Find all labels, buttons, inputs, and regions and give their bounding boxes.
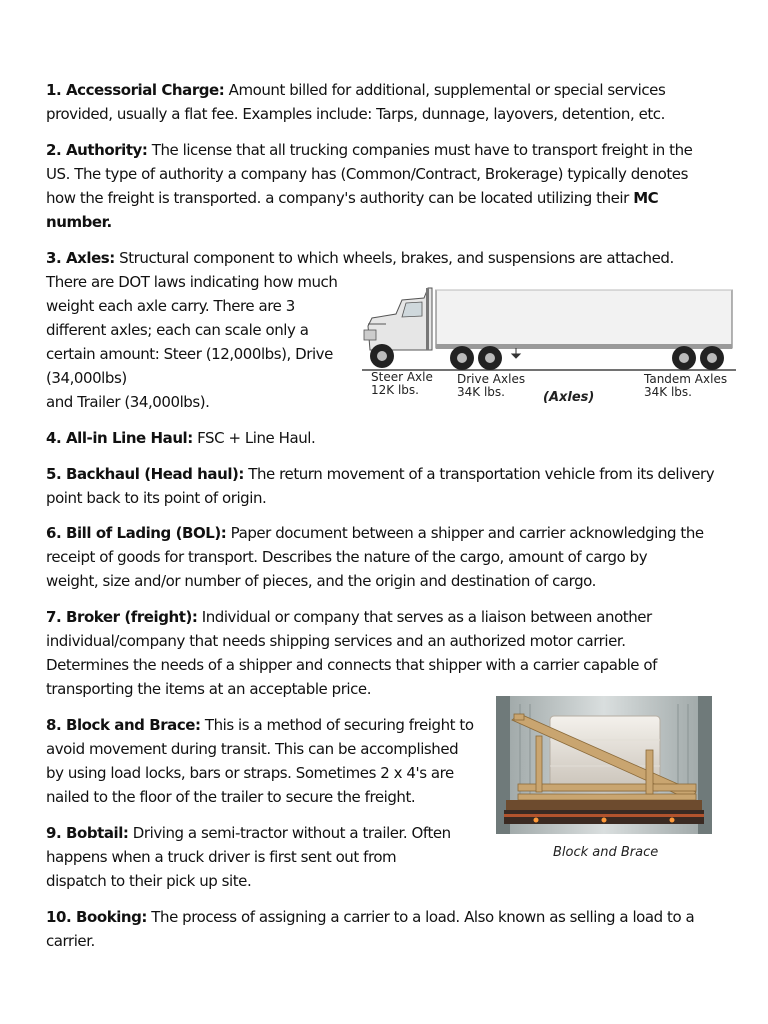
entry-term: 1. Accessorial Charge: [46,81,225,99]
block-and-brace-caption: Block and Brace [553,845,659,860]
entry-text: avoid movement during transit. This can be accomplished [46,740,459,758]
entry-term: 7. Broker (freight): [46,608,198,626]
entry-text: provided, usually a flat fee. Examples include: Tarps, dunnage, layovers, detention, etc. [46,105,665,123]
entry-text: carrier. [46,932,95,950]
glossary-entry-7 [46,605,657,701]
entry-text: dispatch to their pick up site. [46,872,252,890]
entry-text: weight, size and/or number of pieces, and the origin and destination of cargo. [46,572,596,590]
tandem-axles-label: Tandem Axles 34K lbs. [644,372,728,399]
entry-text: receipt of goods for transport. Describes the nature of the cargo, amount of cargo by [46,548,648,566]
entry-text: different axles; each can scale only a [46,321,309,339]
entry-bold-text: number. [46,213,112,231]
entry-text: point back to its point of origin. [46,489,267,507]
glossary-entry-6 [46,521,704,593]
glossary-entry-9 [46,821,451,893]
entry-term: 10. Booking: [46,908,147,926]
trailer-box [436,290,732,348]
entry-text: The process of assigning a carrier to a load. Also known as selling a load to a [146,908,695,926]
entry-term: 9. Bobtail: [46,824,129,842]
truck-axles-illustration [362,284,736,376]
glossary-entry-8 [46,713,474,809]
entry-text: happens when a truck driver is first sent out from [46,848,397,866]
glossary-entry-1 [46,78,665,126]
block-and-brace-photo [496,696,712,834]
entry-text: and Trailer (34,000lbs). [46,393,210,411]
axles-caption: (Axles) [543,390,595,405]
entry-text: Driving a semi-tractor without a trailer. Often [128,824,451,842]
entry-text: Structural component to which wheels, brakes, and suspensions are attached. [114,249,674,267]
entry-term: 6. Bill of Lading (BOL): [46,524,227,542]
glossary-entry-5 [46,462,714,510]
entry-term: 2. Authority: [46,141,148,159]
entry-term: 8. Block and Brace: [46,716,201,734]
entry-text: Paper document between a shipper and carrier acknowledging the [226,524,704,542]
entry-text: (34,000lbs) [46,369,127,387]
entry-text: The license that all trucking companies must have to transport freight in the [147,141,693,159]
entry-term: 3. Axles: [46,249,115,267]
entry-text: how the freight is transported. a company's authority can be located utilizing their [46,189,634,207]
entry-text: Individual or company that serves as a liaison between another [197,608,652,626]
entry-bold-text: MC [633,189,659,207]
entry-term: 4. All-in Line Haul: [46,429,193,447]
entry-text: weight each axle carry. There are 3 [46,297,295,315]
entry-term: 5. Backhaul (Head haul): [46,465,244,483]
entry-text: The return movement of a transportation vehicle from its delivery [243,465,715,483]
glossary-entry-2 [46,138,692,234]
entry-text: FSC + Line Haul. [192,429,316,447]
drive-axles-label: Drive Axles 34K lbs. [457,372,526,399]
entry-text: by using load locks, bars or straps. Sometimes 2 x 4's are [46,764,454,782]
glossary-entry-10 [46,905,694,953]
entry-text: individual/company that needs shipping services and an authorized motor carrier. [46,632,626,650]
entry-text: certain amount: Steer (12,000lbs), Drive [46,345,333,363]
entry-text: This is a method of securing freight to [200,716,474,734]
entry-text: There are DOT laws indicating how much [46,273,338,291]
entry-text: Amount billed for additional, supplemental or special services [224,81,666,99]
steer-axle-label: Steer Axle 12K lbs. [371,370,433,397]
glossary-entry-4 [46,426,315,450]
entry-text: Determines the needs of a shipper and connects that shipper with a carrier capable of [46,656,657,674]
entry-text: nailed to the floor of the trailer to secure the freight. [46,788,416,806]
tractor-cab [368,288,432,350]
entry-text: US. The type of authority a company has (Common/Contract, Brokerage) typically denotes [46,165,688,183]
entry-text: transporting the items at an acceptable price. [46,680,372,698]
